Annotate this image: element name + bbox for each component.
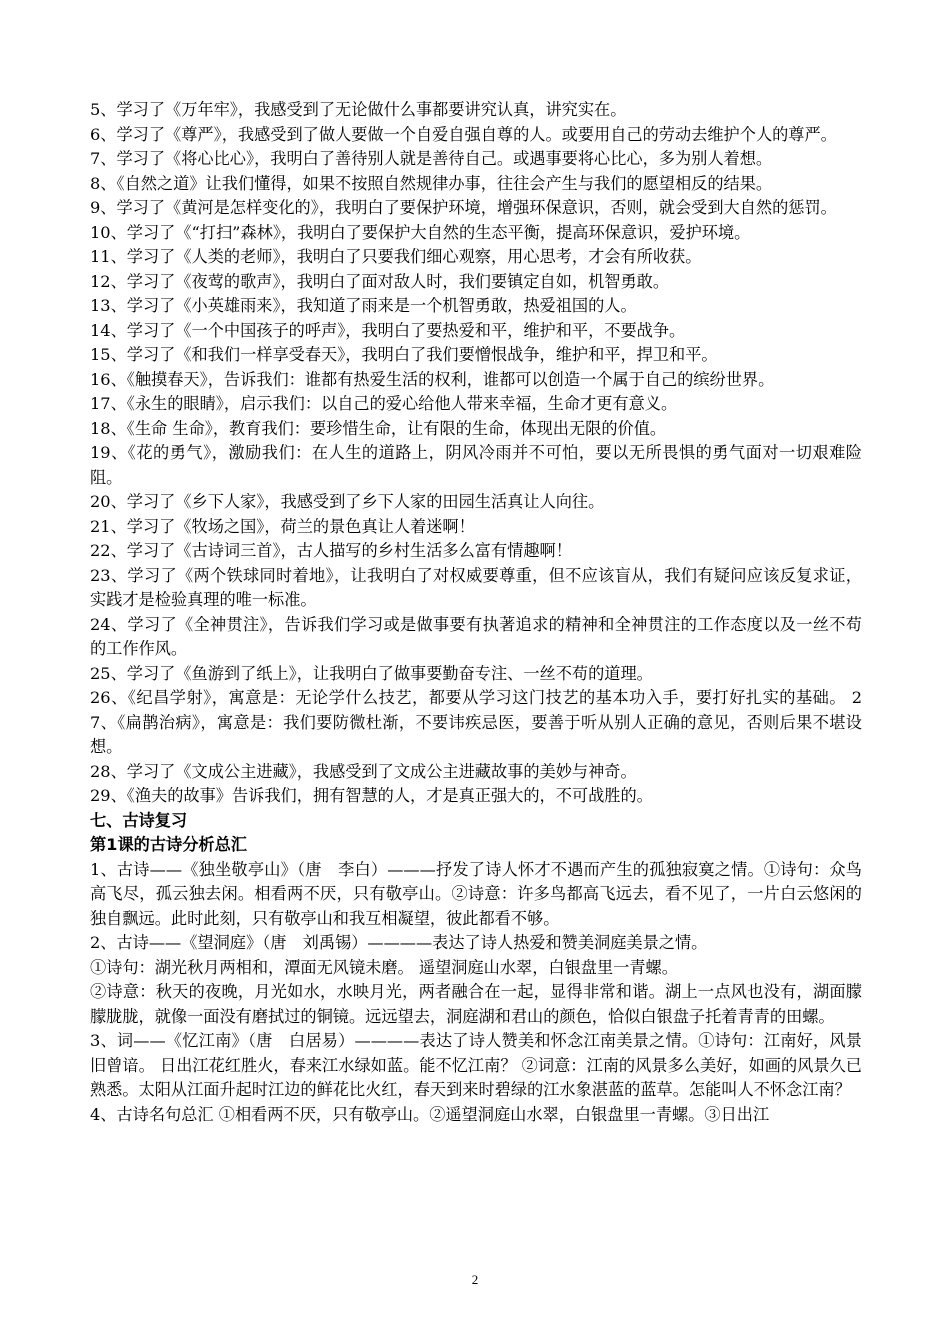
paragraph: 1、古诗——《独坐敬亭山》（唐 李白）———抒发了诗人怀才不遇而产生的孤独寂寞之情。①诗句：众鸟高飞尽，孤云独去闲。相看两不厌，只有敬亭山。②诗意：许多鸟都高飞远去，看不见了，一片白云悠闲的独自飘远。此时此刻，只有敬亭山和我互相凝望，彼此都看不够。 bbox=[90, 859, 862, 928]
paragraph: 16、《触摸春天》，告诉我们：谁都有热爱生活的权利，谁都可以创造一个属于自己的缤纷世界。 bbox=[90, 369, 775, 389]
paragraph: 4、古诗名句总汇 ①相看两不厌，只有敬亭山。②遥望洞庭山水翠，白银盘里一青螺。③日出江 bbox=[90, 1104, 770, 1124]
paragraph: 19、《花的勇气》，激励我们：在人生的道路上，阴风冷雨并不可怕，要以无所畏惧的勇气面对一切艰难险阻。 bbox=[90, 443, 862, 487]
paragraph: 13、学习了《小英雄雨来》，我知道了雨来是一个机智勇敢，热爱祖国的人。 bbox=[90, 296, 637, 315]
paragraph: 22、学习了《古诗词三首》，古人描写的乡村生活多么富有情趣啊！ bbox=[90, 541, 572, 560]
paragraph: 10、学习了《“打扫”森林》，我明白了要保护大自然的生态平衡，提高环保意识，爱护环境。 bbox=[90, 222, 751, 242]
paragraph: ②诗意：秋天的夜晚，月光如水，水映月光，两者融合在一起，显得非常和谐。湖上一点风也没有，湖面朦朦胧胧，就像一面没有磨拭过的铜镜。远远望去，洞庭湖和君山的颜色，恰似白银盘子托着青青的田螺。 bbox=[90, 982, 862, 1026]
paragraph: 9、学习了《黄河是怎样变化的》，我明白了要保护环境，增强环保意识，否则，就会受到大自然的惩罚。 bbox=[90, 198, 837, 217]
paragraph: 28、学习了《文成公主进藏》，我感受到了文成公主进藏故事的美妙与神奇。 bbox=[90, 761, 637, 781]
paragraph: 5、学习了《万年牢》，我感受到了无论做什么事都要讲究认真，讲究实在。 bbox=[90, 100, 627, 119]
paragraph: 25、学习了《鱼游到了纸上》，让我明白了做事要勤奋专注、一丝不苟的道理。 bbox=[90, 663, 653, 683]
paragraph: 18、《生命 生命》，教育我们：要珍惜生命，让有限的生命，体现出无限的价值。 bbox=[90, 418, 667, 438]
paragraph: 7、学习了《将心比心》，我明白了善待别人就是善待自己。或遇事要将心比心，多为别人着想。 bbox=[90, 149, 773, 168]
section-heading: 七、古诗复习 bbox=[90, 810, 188, 830]
paragraph: 21、学习了《牧场之国》，荷兰的景色真让人着迷啊！ bbox=[90, 516, 475, 536]
paragraph: 11、学习了《人类的老师》，我明白了只要我们细心观察，用心思考，才会有所收获。 bbox=[90, 247, 702, 266]
paragraph: 8、《自然之道》让我们懂得，如果不按照自然规律办事，往往会产生与我们的愿望相反的结果。 bbox=[90, 173, 773, 193]
paragraph: 15、学习了《和我们一样享受春天》，我明白了我们要憎恨战争，维护和平，捍卫和平。 bbox=[90, 345, 718, 364]
paragraph: ①诗句：湖光秋月两相和，潭面无风镜未磨。 遥望洞庭山水翠，白银盘里一青螺。 bbox=[90, 957, 678, 977]
paragraph: 12、学习了《夜莺的歌声》，我明白了面对敌人时，我们要镇定自如，机智勇敢。 bbox=[90, 271, 670, 291]
paragraph: 23、学习了《两个铁球同时着地》，让我明白了对权威要尊重，但不应该盲从，我们有疑问应该反复求证，实践才是检验真理的唯一标准。 bbox=[90, 565, 862, 609]
page-number: 2 bbox=[471, 1272, 479, 1287]
paragraph: 6、学习了《尊严》，我感受到了做人要做一个自爱自强自尊的人。或要用自己的劳动去维护个人的尊严。 bbox=[90, 124, 837, 144]
paragraph: 29、《渔夫的故事》告诉我们，拥有智慧的人，才是真正强大的，不可战胜的。 bbox=[90, 786, 653, 805]
paragraph: 2、古诗——《望洞庭》（唐 刘禹锡）————表达了诗人热爱和赞美洞庭美景之情。 bbox=[90, 933, 708, 952]
paragraph: 3、词——《忆江南》（唐 白居易）————表达了诗人赞美和怀念江南美景之情。①诗句：江南好，风景旧曾谙。 日出江花红胜火，春来江水绿如蓝。能不忆江南？ ②词意：江南的风景多么美好，如画的风景久已熟悉。太阳从江面升起时江边的鲜花比火红，春天到来时碧绿的江水象湛蓝的蓝草。怎能叫人不怀念江南？ bbox=[90, 1031, 862, 1099]
section-heading: 第1课的古诗分析总汇 bbox=[90, 835, 247, 854]
paragraph: 17、《永生的眼睛》，启示我们：以自己的爱心给他人带来幸福，生命才更有意义。 bbox=[90, 394, 678, 413]
paragraph: 26、《纪昌学射》，寓意是：无论学什么技艺，都要从学习这门技艺的基本功入手，要打好扎实的基础。 27、《扁鹊治病》，寓意是：我们要防微杜渐，不要讳疾忌医，要善于听从别人正确的意见，否则后果不堪设想。 bbox=[90, 688, 862, 756]
paragraph: 20、学习了《乡下人家》，我感受到了乡下人家的田园生活真让人向往。 bbox=[90, 492, 605, 511]
document-body bbox=[90, 98, 862, 1127]
paragraph: 14、学习了《一个中国孩子的呼声》，我明白了要热爱和平，维护和平，不要战争。 bbox=[90, 320, 686, 340]
paragraph: 24、学习了《全神贯注》，告诉我们学习或是做事要有执著追求的精神和全神贯注的工作态度以及一丝不苟的工作作风。 bbox=[90, 614, 862, 658]
